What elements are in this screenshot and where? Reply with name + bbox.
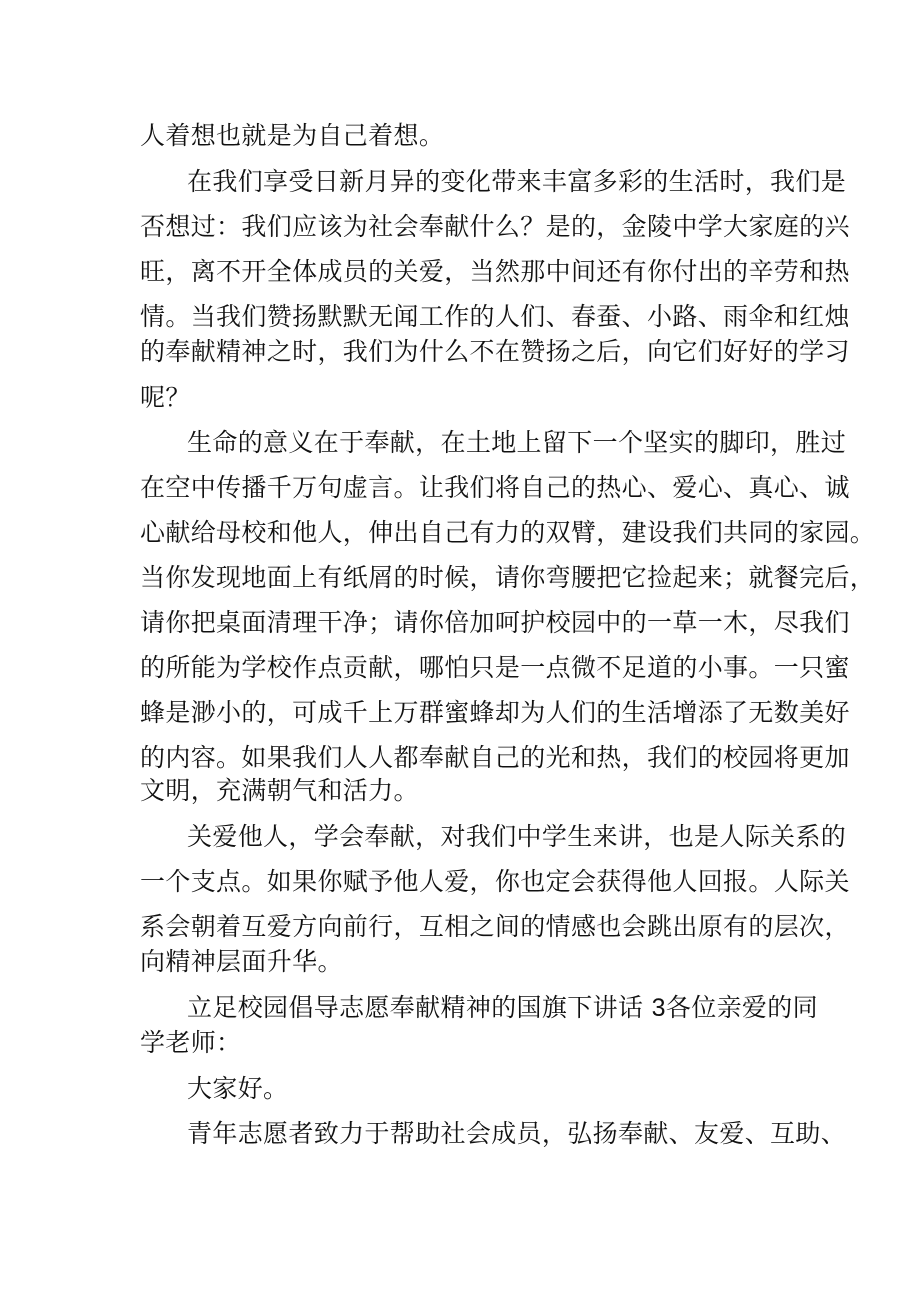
text-line: 请你把桌面清理干净；请你倍加呵护校园中的一草一木，尽我们 [140,608,850,637]
section-heading-line [187,993,818,1023]
heading-number: 3 [651,994,666,1022]
text-line: 心献给母校和他人，伸出自己有力的双臂，建设我们共同的家园。 [140,518,876,547]
text-line: 当你发现地面上有纸屑的时候，请你弯腰把它捡起来；就餐完后， [140,563,876,592]
text-line: 情。当我们赞扬默默无闻工作的人们、春蚕、小路、雨伞和红烛 [140,302,850,331]
text-line: 的内容。如果我们人人都奉献自己的光和热，我们的校园将更加 [140,743,850,772]
text-line: 人着想也就是为自己着想。 [140,121,445,150]
heading-tail: 各位亲爱的同 [665,993,818,1022]
text-line: 在空中传播千万句虚言。让我们将自己的热心、爱心、真心、诚 [140,473,850,502]
text-line: 旺，离不开全体成员的关爱，当然那中间还有你付出的辛劳和热 [140,257,850,286]
text-line: 蜂是渺小的，可成千上万群蜜蜂却为人们的生活增添了无数美好 [140,698,850,727]
text-line: 学老师： [140,1028,242,1057]
text-line: 呢？ [140,383,191,412]
text-line: 青年志愿者致力于帮助社会成员，弘扬奉献、友爱、互助、 [187,1119,847,1148]
text-line: 向精神层面升华。 [140,947,343,976]
text-line: 否想过：我们应该为社会奉献什么？是的，金陵中学大家庭的兴 [140,212,850,241]
text-line: 一个支点。如果你赋予他人爱，你也定会获得他人回报。人际关 [140,867,850,896]
text-line: 生命的意义在于奉献，在土地上留下一个坚实的脚印，胜过 [187,428,847,457]
text-line: 系会朝着互爱方向前行，互相之间的情感也会跳出原有的层次， [140,912,850,941]
text-line: 的奉献精神之时，我们为什么不在赞扬之后，向它们好好的学习 [140,337,850,366]
text-line: 文明，充满朝气和活力。 [140,776,419,805]
text-line: 在我们享受日新月异的变化带来丰富多彩的生活时，我们是 [187,167,847,196]
text-line: 的所能为学校作点贡献，哪怕只是一点微不足道的小事。一只蜜 [140,653,850,682]
greeting-line: 大家好。 [187,1074,289,1103]
text-line: 关爱他人，学会奉献，对我们中学生来讲，也是人际关系的 [187,822,847,851]
heading-text: 立足校园倡导志愿奉献精神的国旗下讲话 [187,993,644,1022]
